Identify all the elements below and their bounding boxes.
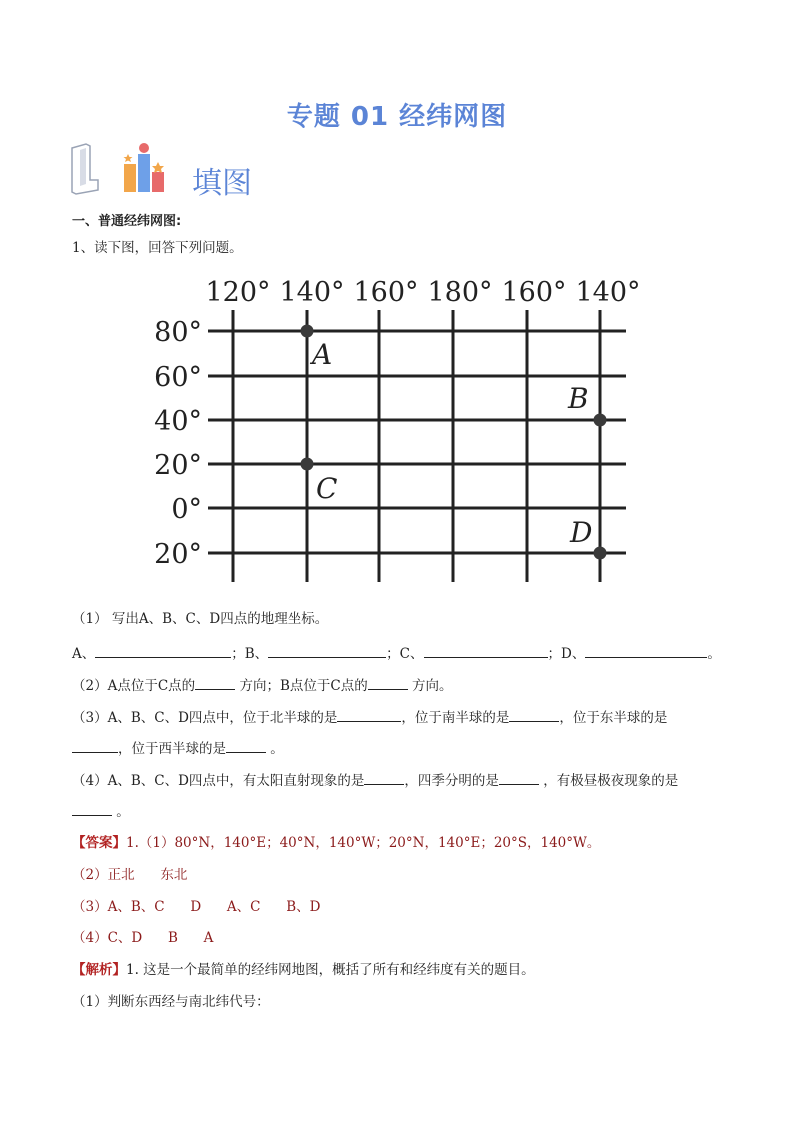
latitude-label: 60° (154, 362, 202, 393)
point-d-label: D (570, 516, 593, 549)
q2-text: 方向；B点位于C点的 (239, 678, 368, 694)
blank-q4-2[interactable] (499, 770, 539, 785)
question-intro: 1、读下图，回答下列问题。 (72, 240, 243, 256)
label-a: A、 (72, 646, 96, 662)
latitude-label: 80° (154, 317, 202, 348)
point-a-label: A (312, 338, 333, 371)
q4-text: ，有极昼极夜现象的是 (543, 773, 679, 789)
blank-c[interactable] (424, 643, 548, 658)
latitude-label: 20° (154, 539, 202, 570)
question-1: （1） 写出A、B、C、D四点的地理坐标。 (72, 611, 329, 627)
answer-line-3: （3）A、B、C D A、C B、D (72, 899, 321, 915)
latitude-label: 20° (154, 450, 202, 481)
answer-line-4: （4）C、D B A (72, 930, 214, 946)
longitude-label: 140° (575, 277, 641, 308)
q3-text: （3）A、B、C、D四点中，位于北半球的是 (72, 710, 338, 726)
question-2 (72, 675, 453, 696)
q4-text: 。 (116, 804, 130, 820)
analysis-tag: 【解析】 (72, 962, 126, 978)
graticule-diagram (150, 270, 650, 588)
point-c-label: C (316, 472, 338, 505)
section-heading: 一、普通经纬网图: (72, 214, 182, 229)
q2-text: （2）A点位于C点的 (72, 678, 196, 694)
question-4-line-2 (72, 801, 130, 822)
analysis-text: 1. 这是一个最简单的经纬网地图，概括了所有和经纬度有关的题目。 (126, 962, 535, 978)
latitude-label: 40° (154, 406, 202, 437)
analysis-line-2: （1）判断东西经与南北纬代号： (72, 994, 270, 1010)
point-b-label: B (568, 382, 589, 415)
longitude-label: 140° (279, 277, 345, 308)
question-3-line-2 (72, 738, 284, 759)
longitude-label: 160° (353, 277, 419, 308)
question-1-answer-line (72, 643, 721, 664)
label-c: ；C、 (386, 646, 424, 662)
longitude-label: 160° (501, 277, 567, 308)
point-d-marker (594, 547, 607, 560)
blank-d[interactable] (585, 643, 707, 658)
answer-tag: 【答案】 (72, 835, 126, 851)
q4-text: ，四季分明的是 (404, 773, 499, 789)
point-c-marker (301, 458, 314, 471)
blank-q4-3[interactable] (72, 801, 112, 816)
q3-text: ，位于西半球的是 (118, 741, 226, 757)
label-b: ；B、 (231, 646, 269, 662)
q3-text: ，位于南半球的是 (401, 710, 510, 726)
question-4-line-1 (72, 770, 678, 791)
question-3-line-1 (72, 707, 667, 728)
blank-q2-1[interactable] (195, 675, 235, 690)
analysis-line-1 (72, 960, 535, 980)
blank-q3-3[interactable] (72, 738, 118, 753)
page-title: 专题 01 经纬网图 (286, 102, 508, 132)
blank-q2-2[interactable] (368, 675, 408, 690)
blank-a[interactable] (95, 643, 231, 658)
answer-text: 1.（1）80°N，140°E；40°N，140°W；20°N，140°E；20°S，140°W。 (126, 835, 601, 851)
longitude-label: 180° (427, 277, 493, 308)
answer-line-2: （2）正北 东北 (72, 867, 188, 883)
blank-q3-2[interactable] (509, 707, 559, 722)
q4-text: （4）A、B、C、D四点中，有太阳直射现象的是 (72, 773, 365, 789)
longitude-label: 120° (205, 277, 271, 308)
blank-b[interactable] (268, 643, 386, 658)
blank-q3-1[interactable] (337, 707, 401, 722)
label-d: ；D、 (547, 646, 586, 662)
blank-q3-4[interactable] (226, 738, 266, 753)
q2-text: 方向。 (412, 678, 453, 694)
answer-line-1 (72, 833, 600, 853)
point-a-marker (301, 325, 314, 338)
q3-text: 。 (270, 741, 284, 757)
fill-map-banner-icon (68, 140, 288, 196)
point-b-marker (594, 414, 607, 427)
banner-label: 填图 (192, 166, 252, 201)
latitude-label: 0° (171, 494, 202, 525)
period: 。 (707, 646, 721, 662)
blank-q4-1[interactable] (364, 770, 404, 785)
q3-text: ，位于东半球的是 (559, 710, 668, 726)
